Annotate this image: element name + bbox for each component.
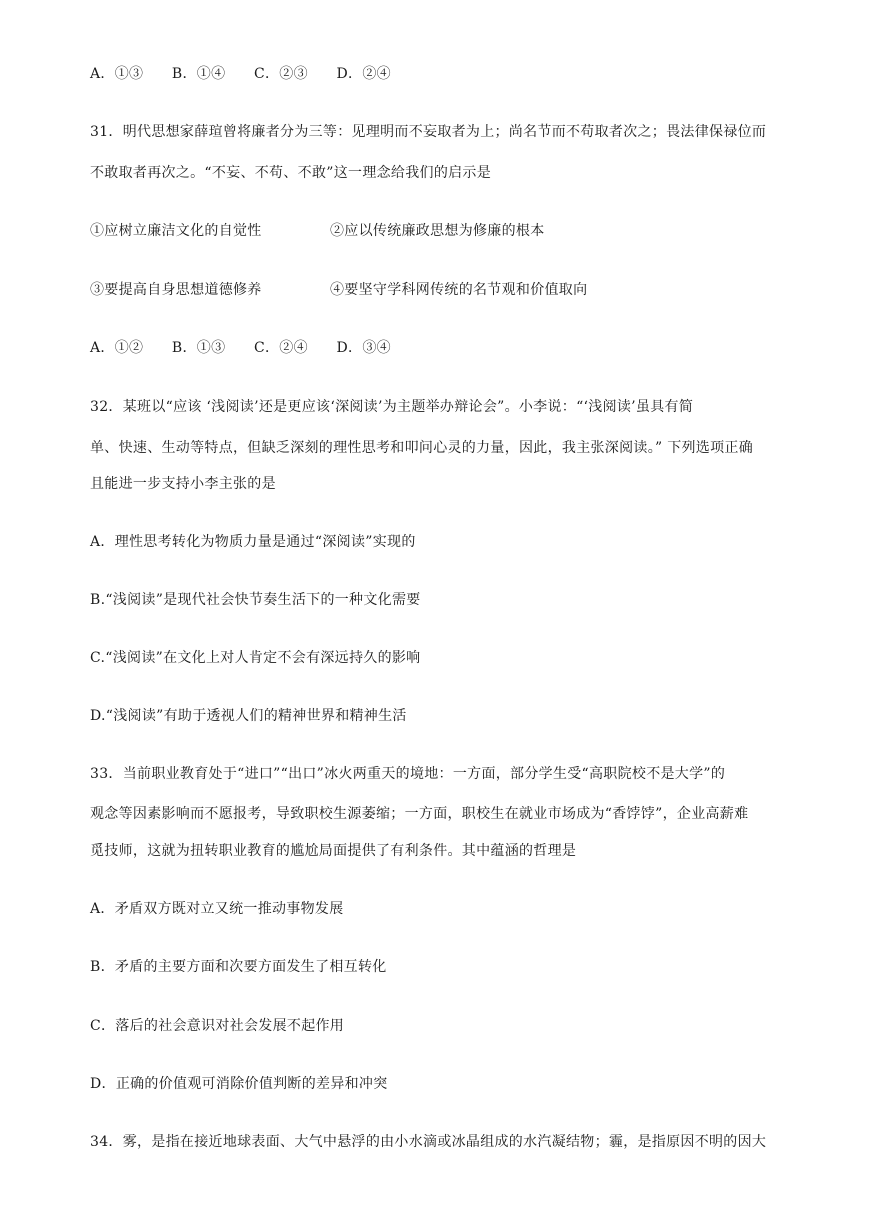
q31-statement-4: ④要坚守学科网传统的名节观和价值取向 [330,282,588,298]
q32-option-a: A．理性思考转化为物质力量是通过“深阅读”实现的 [90,534,416,550]
q33-stem-line-1: 33．当前职业教育处于“进口”“出口”冰火两重天的境地：一方面，部分学生受“高职院校不是大学”的 [90,766,726,782]
q31-statement-1: ①应树立廉洁文化的自觉性 [90,223,262,239]
q33-option-a: A．矛盾双方既对立又统一推动事物发展 [90,901,344,917]
q32-option-c: C.“浅阅读”在文化上对人肯定不会有深远持久的影响 [90,650,421,666]
q30-answer-options: A．①③ B．①④ C．②③ D．②④ [90,66,391,82]
q31-statement-2: ②应以传统廉政思想为修廉的根本 [330,223,545,239]
q31-stem-line-1: 31．明代思想家薛瑄曾将廉者分为三等：见理明而不妄取者为上；尚名节而不苟取者次之；畏法律保禄位而 [90,124,767,140]
q32-stem-line-2: 单、快速、生动等特点，但缺乏深刻的理性思考和叩问心灵的力量，因此，我主张深阅读。” 下列选项正确 [90,440,754,456]
q31-answer-options: A．①② B．①③ C．②④ D．③④ [90,340,391,356]
q33-option-b: B．矛盾的主要方面和次要方面发生了相互转化 [90,959,387,975]
q33-option-d: D．正确的价值观可消除价值判断的差异和冲突 [90,1076,388,1092]
q31-statement-3: ③要提高自身思想道德修养 [90,282,262,298]
q32-option-d: D.“浅阅读”有助于透视人们的精神世界和精神生活 [90,708,407,724]
q34-stem-line-1: 34．雾，是指在接近地球表面、大气中悬浮的由小水滴或冰晶组成的水汽凝结物；霾，是指原因不明的因大 [90,1134,767,1150]
q33-stem-line-2: 观念等因素影响而不愿报考，导致职校生源萎缩；一方面，职校生在就业市场成为“香饽饽”，企业高薪难 [90,806,749,822]
q33-option-c: C．落后的社会意识对社会发展不起作用 [90,1018,345,1034]
q32-stem-line-3: 且能进一步支持小李主张的是 [90,476,276,492]
q31-stem-line-2: 不敢取者再次之。“不妄、不苟、不敢”这一理念给我们的启示是 [90,165,492,181]
q33-stem-line-3: 觅技师，这就为扭转职业教育的尴尬局面提供了有利条件。其中蕴涵的哲理是 [90,843,577,859]
q32-option-b: B.“浅阅读”是现代社会快节奏生活下的一种文化需要 [90,592,421,608]
q32-stem-line-1: 32．某班以“应该 ‘浅阅读’还是更应该‘深阅读’为主题举办辩论会”。小李说：“‘浅阅读’虽具有简 [90,399,694,415]
